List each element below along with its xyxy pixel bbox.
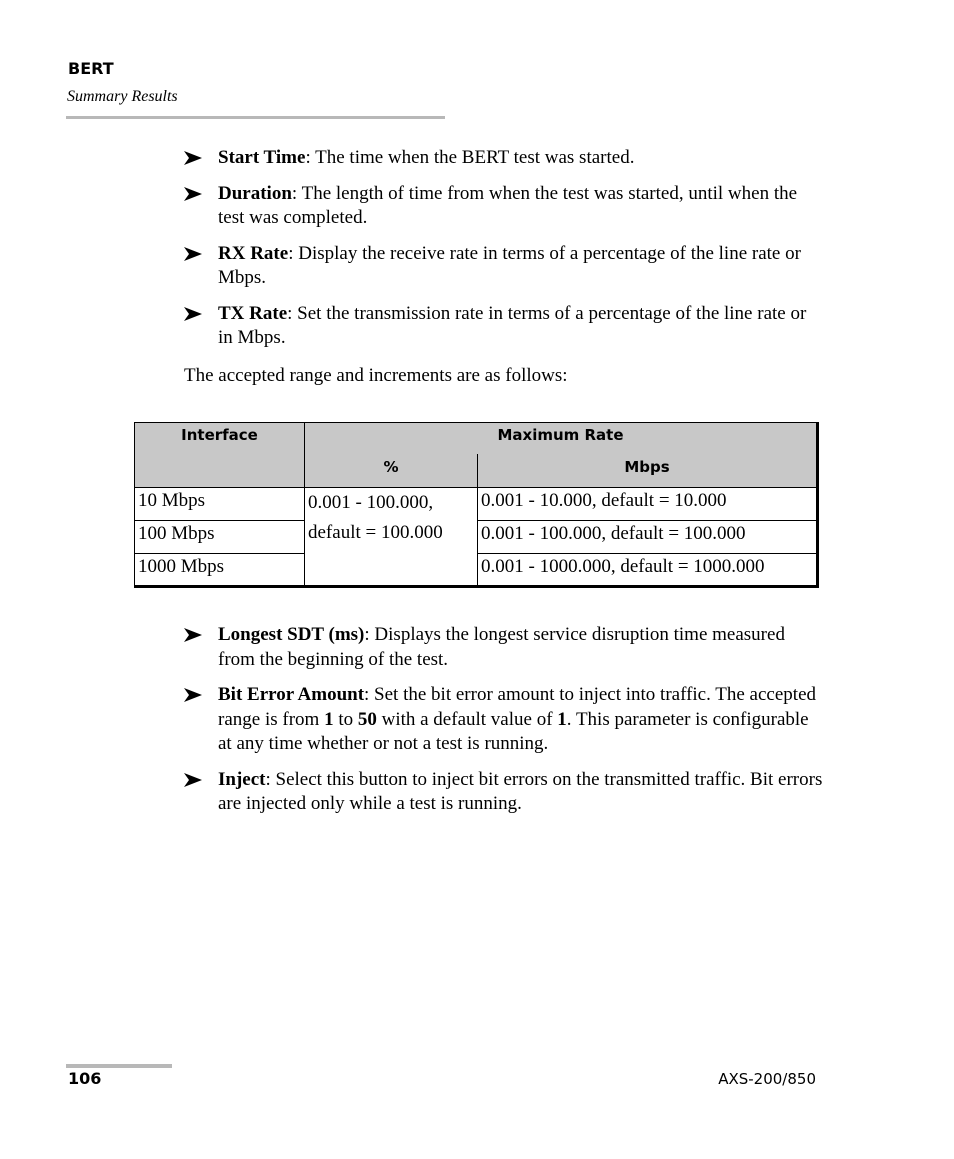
percent-default: default = 100.000 [308, 522, 443, 543]
percent-range: 0.001 - 100.000, [308, 492, 434, 513]
cell-interface: 100 Mbps [135, 521, 305, 554]
term: RX Rate [218, 242, 289, 264]
column-header-mbps: Mbps [478, 454, 818, 488]
range-intro: The accepted range and increments are as follows: [184, 365, 568, 386]
arrow-bullet-icon [184, 247, 202, 261]
page-number: 106 [68, 1069, 102, 1088]
definition: : Set the bit error amount to inject into traffic. The accepted range is from [218, 684, 817, 730]
chapter-title: BERT [68, 59, 114, 78]
definition: : Display the receive rate in terms of a percentage of the line rate or Mbps. [218, 242, 801, 288]
range-min: 1 [324, 708, 334, 730]
arrow-bullet-icon [184, 307, 202, 321]
range-max: 50 [357, 708, 377, 730]
definition: to [333, 708, 358, 730]
cell-interface: 10 Mbps [135, 488, 305, 521]
column-header-percent: % [305, 454, 478, 488]
cell-mbps: 0.001 - 100.000, default = 100.000 [478, 521, 818, 554]
cell-percent [305, 488, 478, 587]
definition: with a default value of [376, 708, 558, 730]
rate-table [134, 422, 819, 588]
term: Bit Error Amount [218, 684, 365, 705]
column-header-maximum-rate: Maximum Rate [305, 423, 818, 454]
cell-mbps: 0.001 - 10.000, default = 10.000 [478, 488, 818, 521]
list-item [184, 768, 824, 817]
term: Inject [218, 768, 266, 790]
definition: . This parameter is configurable at any time whether or not a test is running. [218, 708, 809, 754]
term: Start Time [218, 147, 306, 168]
list-item [184, 683, 824, 757]
field-description-list [184, 146, 824, 362]
cell-interface: 1000 Mbps [135, 554, 305, 587]
list-item [184, 242, 824, 291]
column-header-interface: Interface [135, 423, 305, 488]
arrow-bullet-icon [184, 688, 202, 702]
cell-mbps: 0.001 - 1000.000, default = 1000.000 [478, 554, 818, 587]
definition: : Select this button to inject bit errors on the transmitted traffic. Bit errors are injected only while a test is running. [218, 768, 823, 814]
definition: : The time when the BERT test was started. [305, 147, 635, 168]
header-divider [66, 116, 445, 119]
section-title: Summary Results [67, 88, 178, 105]
footer-divider [66, 1064, 172, 1068]
product-model: AXS-200/850 [718, 1070, 816, 1088]
default-value: 1 [557, 708, 567, 730]
table-row [135, 488, 818, 521]
term: Duration [218, 182, 292, 204]
definition: : Displays the longest service disruption time measured from the beginning of the test. [218, 624, 785, 670]
term: Longest SDT (ms) [218, 624, 365, 645]
definition: : Set the transmission rate in terms of a percentage of the line rate or in Mbps. [218, 302, 807, 348]
arrow-bullet-icon [184, 187, 202, 201]
term: TX Rate [218, 302, 288, 324]
arrow-bullet-icon [184, 773, 202, 787]
list-item [184, 146, 824, 171]
arrow-bullet-icon [184, 151, 202, 165]
list-item [184, 623, 824, 672]
field-description-list [184, 623, 824, 828]
list-item [184, 302, 824, 351]
arrow-bullet-icon [184, 628, 202, 642]
definition: : The length of time from when the test was started, until when the test was completed. [218, 182, 798, 228]
rate-table-container [134, 422, 819, 590]
list-item [184, 182, 824, 231]
